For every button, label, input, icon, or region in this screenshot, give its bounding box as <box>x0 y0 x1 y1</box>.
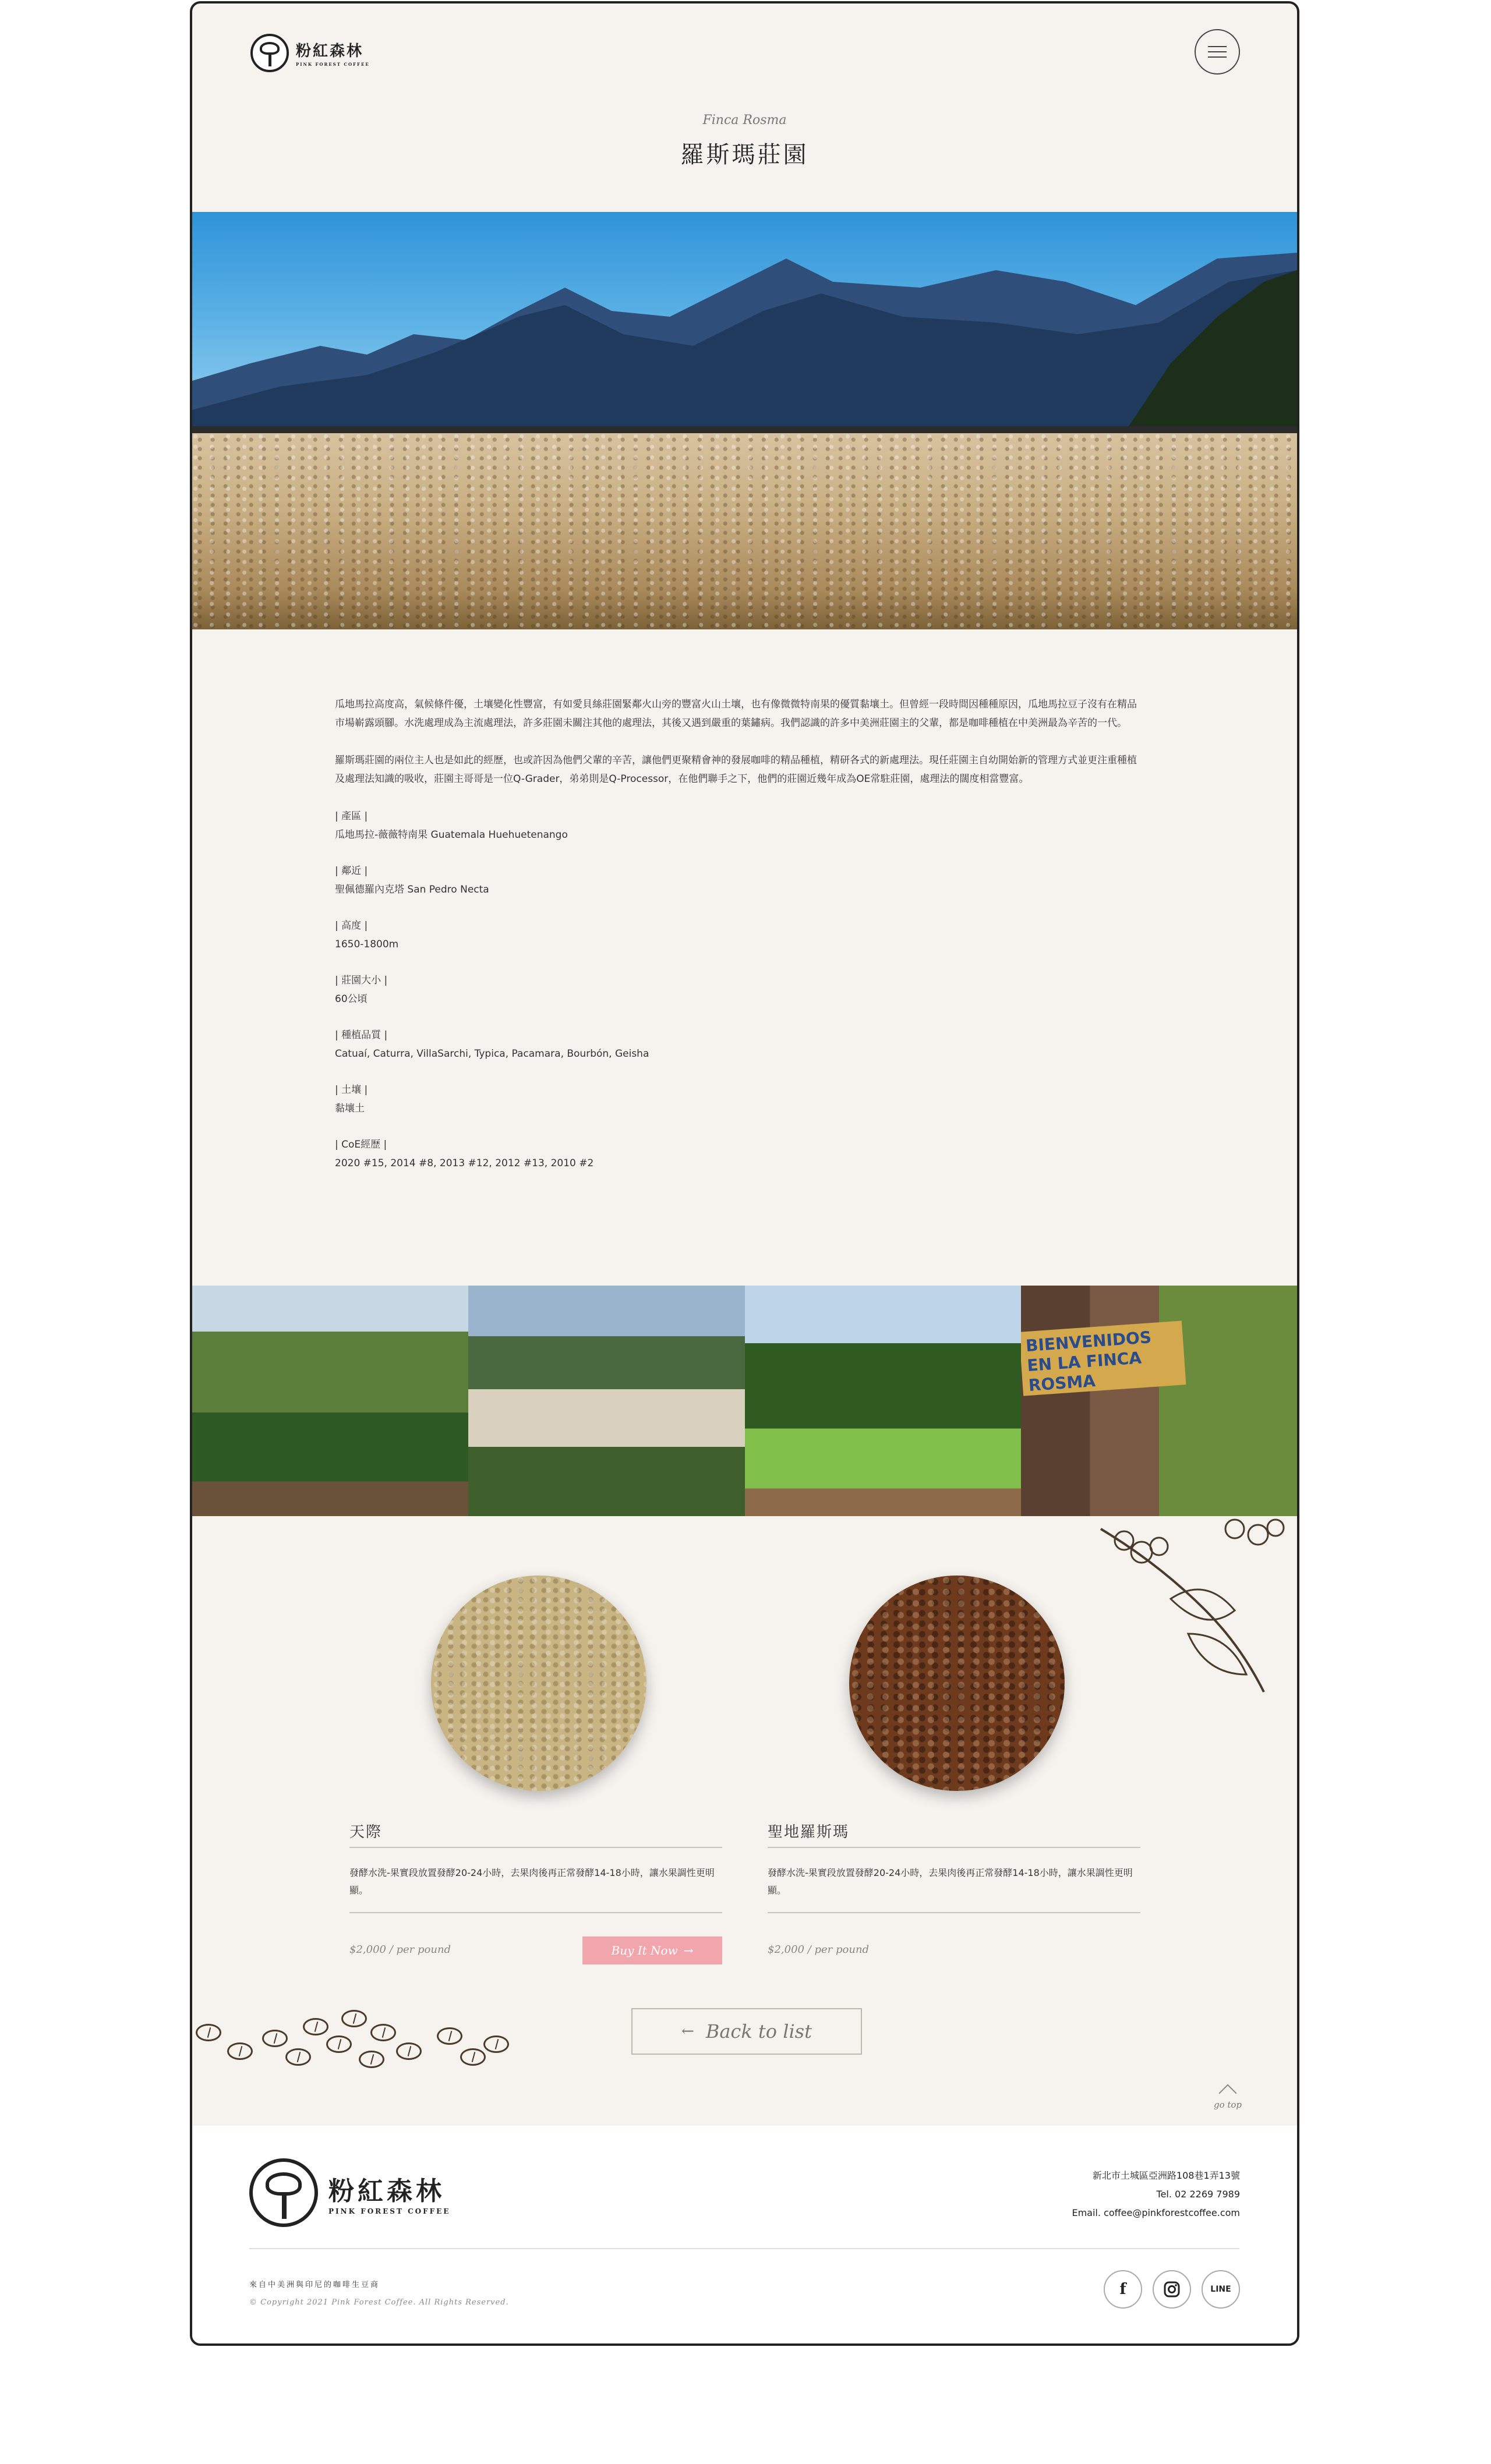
spec-value: 2020 #15, 2014 #8, 2013 #12, 2012 #13, 2010 #2 <box>335 1157 594 1169</box>
footer-divider <box>249 2248 1239 2249</box>
spec-item <box>335 1081 1139 1118</box>
buy-now-button[interactable] <box>582 1936 722 1964</box>
bean-sketch-icon <box>303 2018 328 2035</box>
bean-sketch-icon <box>326 2035 352 2053</box>
social-links <box>1104 2270 1240 2309</box>
spec-item <box>335 1026 1139 1063</box>
hamburger-menu-button[interactable] <box>1195 29 1240 75</box>
spec-value: Catuaí, Caturra, VillaSarchi, Typica, Pacamara, Bourbón, Geisha <box>335 1048 649 1060</box>
spec-value: 聖佩德羅內克塔 San Pedro Necta <box>335 884 489 895</box>
product-price: $2,000 / per pound <box>768 1943 870 1956</box>
back-to-list-label: Back to list <box>705 2020 812 2042</box>
photo-gallery <box>192 1286 1297 1516</box>
tree-logo-icon <box>250 34 289 72</box>
coffee-beans-illustration <box>192 2006 518 2076</box>
facebook-button[interactable] <box>1104 2270 1142 2309</box>
bean-sketch-icon <box>370 2024 396 2041</box>
header-logo-text <box>296 39 370 67</box>
article-body <box>335 695 1139 1190</box>
go-top-button[interactable] <box>1210 2082 1245 2110</box>
footer-tel[interactable]: Tel. 02 2269 7989 <box>1156 2189 1240 2200</box>
page-title: 羅斯瑪莊園 <box>680 141 809 168</box>
arrow-left-icon: ← <box>681 2023 694 2040</box>
bean-sketch-icon <box>285 2048 311 2066</box>
spec-label: | CoE經歷 | <box>335 1139 387 1150</box>
spec-label: | 高度 | <box>335 920 368 932</box>
brand-name-en: PINK FOREST COFFEE <box>296 62 370 67</box>
line-icon: LINE <box>1210 2285 1231 2294</box>
spec-value: 瓜地馬拉-薇薇特南果 Guatemala Huehuetenango <box>335 829 568 841</box>
footer-contact <box>1072 2166 1240 2222</box>
gallery-photo-farm-buildings[interactable] <box>468 1286 744 1516</box>
bean-sketch-icon <box>341 2010 367 2027</box>
bean-sketch-icon <box>227 2042 253 2060</box>
product-divider <box>768 1912 1140 1913</box>
hamburger-menu-icon <box>1208 46 1227 47</box>
footer-copyright: © Copyright 2021 Pink Forest Coffee. All Rights Reserved. <box>249 2298 509 2307</box>
arrow-right-icon: → <box>683 1943 694 1957</box>
mountain-silhouette <box>192 247 1297 433</box>
bean-sketch-icon <box>262 2030 288 2047</box>
article-paragraph: 瓜地馬拉高度高，氣候條件優，土壤變化性豐富，有如愛貝絲莊園緊鄰火山旁的豐富火山土壤，也有像微微特南果的優質黏壤土。但曾經一段時間因種種原因，瓜地馬拉豆子沒有在精品市場嶄露頭腳。水洗處理成為主流處理法，許多莊園未關注其他的處理法，其後又遇到嚴重的葉鏽病。我們認識的許多中美洲莊園主的父輩，都是咖啡種植在中美洲最為辛苦的一代。 <box>335 699 1137 729</box>
spec-item <box>335 916 1139 954</box>
green-beans-image[interactable] <box>431 1576 646 1791</box>
product-description: 發酵水洗-果實段放置發酵20-24小時，去果肉後再正常發酵14-18小時，讓水果調性更明顯。 <box>349 1867 715 1896</box>
gallery-photo-coffee-plants[interactable] <box>192 1286 468 1516</box>
spec-item <box>335 807 1139 844</box>
product-divider <box>768 1847 1140 1848</box>
spec-label: | 產區 | <box>335 810 368 822</box>
spec-item <box>335 862 1139 899</box>
hero-image <box>192 212 1297 629</box>
spec-item <box>335 971 1139 1008</box>
coffee-branch-illustration <box>1089 1517 1299 1704</box>
line-button[interactable] <box>1202 2270 1240 2309</box>
buy-now-label: Buy It Now <box>611 1943 678 1957</box>
welcome-sign: BIENVENIDOS EN LA FINCA ROSMA <box>1021 1320 1186 1396</box>
back-to-list-button[interactable] <box>631 2008 862 2055</box>
instagram-button[interactable] <box>1153 2270 1191 2309</box>
footer-address: 新北市土城區亞洲路108巷1弄13號 <box>1092 2170 1240 2181</box>
roasted-beans-image[interactable] <box>849 1576 1065 1791</box>
footer-brand-en: PINK FOREST COFFEE <box>328 2207 451 2215</box>
gallery-photo-horse-trail[interactable] <box>745 1286 1021 1516</box>
spec-value: 1650-1800m <box>335 939 399 950</box>
bean-sketch-icon <box>196 2024 221 2041</box>
spec-item <box>335 1135 1139 1173</box>
go-top-label: go top <box>1213 2100 1242 2110</box>
bean-sketch-icon <box>396 2042 422 2060</box>
product-name: 聖地羅斯瑪 <box>768 1824 850 1841</box>
gallery-photo-welcome-sign[interactable] <box>1021 1286 1297 1516</box>
footer-tagline: 來自中美洲與印尼的咖啡生豆商 <box>249 2281 380 2289</box>
article-paragraph: 羅斯瑪莊園的兩位主人也是如此的經歷，也或許因為他們父輩的辛苦，讓他們更聚精會神的發展咖啡的精品種植，精研各式的新處理法。現任莊園主自幼開始新的管理方式並更注重種植及處理法知識的吸收，莊園主哥哥是一位Q-Grader，弟弟則是Q-Processor，在他們聯手之下，他們的莊園近幾年成為OE常駐莊園，處理法的闊度相當豐富。 <box>335 755 1137 785</box>
spec-label: | 種植品質 | <box>335 1029 388 1041</box>
product-description: 發酵水洗-果實段放置發酵20-24小時，去果肉後再正常發酵14-18小時，讓水果調性更明顯。 <box>768 1867 1133 1896</box>
page-frame <box>190 1 1299 2346</box>
hero-drying-beans <box>192 433 1297 629</box>
bean-sketch-icon <box>483 2035 509 2053</box>
header-logo[interactable] <box>250 34 370 72</box>
instagram-icon <box>1163 2281 1181 2298</box>
bean-sketch-icon <box>437 2027 462 2045</box>
bean-sketch-icon <box>359 2051 384 2068</box>
footer-email[interactable]: Email. coffee@pinkforestcoffee.com <box>1072 2207 1240 2218</box>
page-subtitle: Finca Rosma <box>702 113 787 128</box>
bean-sketch-icon <box>460 2048 486 2066</box>
product-divider <box>349 1912 722 1913</box>
spec-label: | 莊園大小 | <box>335 975 388 986</box>
tree-logo-icon <box>249 2158 318 2227</box>
hamburger-menu-icon-bar <box>1208 51 1227 52</box>
footer <box>192 2126 1297 2346</box>
facebook-icon: f <box>1119 2281 1126 2298</box>
product-price: $2,000 / per pound <box>349 1943 451 1956</box>
spec-value: 黏壤土 <box>335 1103 365 1114</box>
brand-name-cn: 粉紅森林 <box>296 43 364 60</box>
spec-label: | 土壤 | <box>335 1084 368 1096</box>
footer-brand-cn: 粉紅森林 <box>328 2176 445 2206</box>
spec-label: | 鄰近 | <box>335 865 368 877</box>
footer-logo[interactable] <box>249 2158 450 2227</box>
product-divider <box>349 1847 722 1848</box>
hamburger-menu-icon-bar <box>1208 56 1227 58</box>
product-name: 天際 <box>349 1824 383 1841</box>
spec-value: 60公頃 <box>335 993 368 1005</box>
